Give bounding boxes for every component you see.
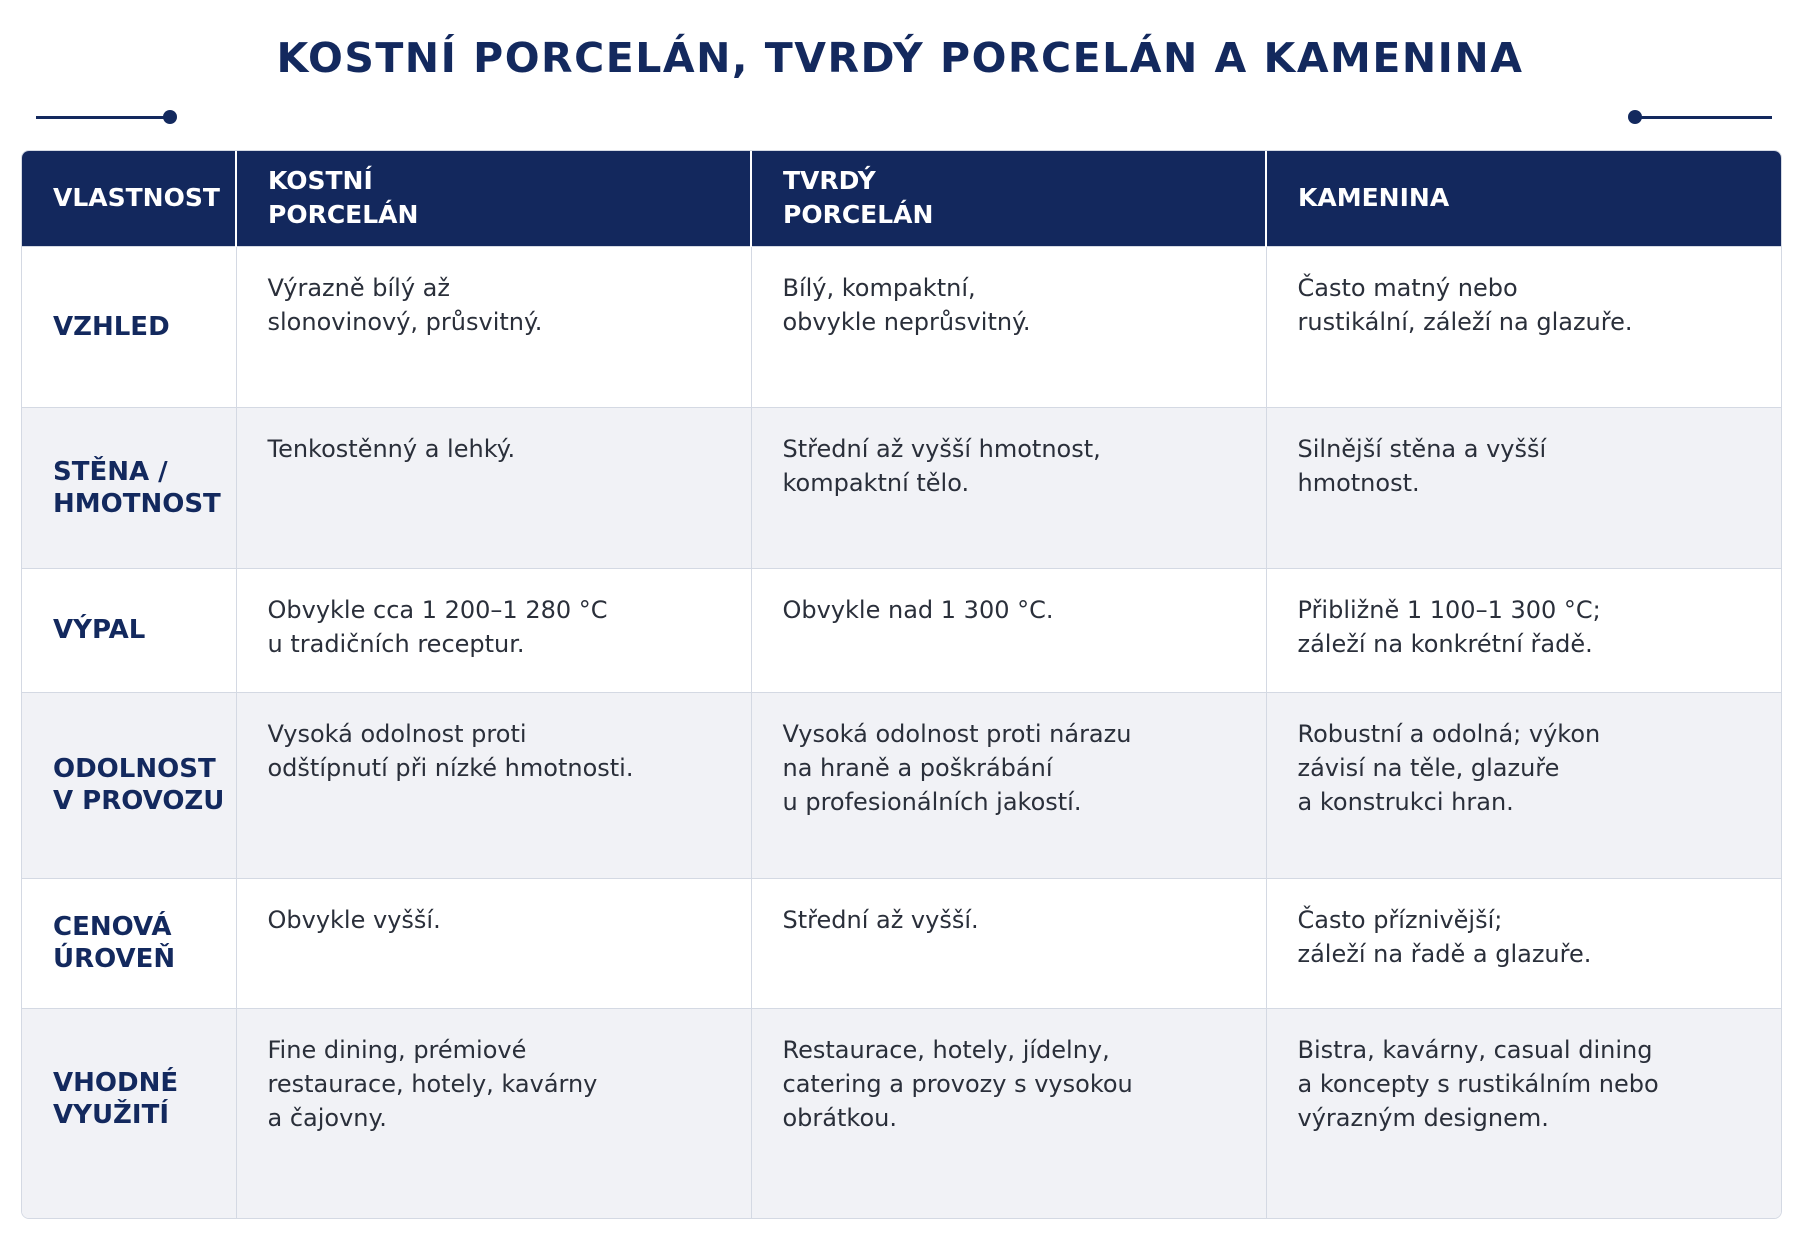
table-row: [22, 878, 1781, 1008]
cell-stoneware: Robustní a odolná; výkon závisí na těle, glazuře a konstrukci hran.: [1266, 692, 1781, 878]
table-row: [22, 246, 1781, 407]
cell-hard-porcelain: Střední až vyšší hmotnost, kompaktní tělo.: [751, 407, 1266, 568]
row-property-label: VZHLED: [22, 246, 236, 407]
cell-hard-porcelain: Vysoká odolnost proti nárazu na hraně a poškrábání u profesionálních jakostí.: [751, 692, 1266, 878]
header-bone-china: KOSTNÍ PORCELÁN: [236, 151, 751, 246]
header-property: VLASTNOST: [22, 151, 236, 246]
table-row: [22, 568, 1781, 692]
table-row: [22, 692, 1781, 878]
decorative-dot-left: [163, 110, 177, 124]
comparison-table: [21, 150, 1782, 1219]
page-title: KOSTNÍ PORCELÁN, TVRDÝ PORCELÁN A KAMENINA: [276, 34, 1524, 82]
cell-hard-porcelain: Obvykle nad 1 300 °C.: [751, 568, 1266, 692]
cell-bone-china: Fine dining, prémiové restaurace, hotely, kavárny a čajovny.: [236, 1008, 751, 1219]
cell-stoneware: Bistra, kavárny, casual dining a koncepty s rustikálním nebo výrazným designem.: [1266, 1008, 1781, 1219]
header-stoneware: KAMENINA: [1298, 183, 1450, 213]
cell-hard-porcelain: Bílý, kompaktní, obvykle neprůsvitný.: [751, 246, 1266, 407]
cell-stoneware: Silnější stěna a vyšší hmotnost.: [1266, 407, 1781, 568]
cell-bone-china: Vysoká odolnost proti odštípnutí při nízké hmotnosti.: [236, 692, 751, 878]
cell-hard-porcelain: Restaurace, hotely, jídelny, catering a provozy s vysokou obrátkou.: [751, 1008, 1266, 1219]
cell-hard-porcelain: Střední až vyšší.: [751, 878, 1266, 1008]
row-property-label: VHODNÉ VYUŽITÍ: [22, 1008, 236, 1219]
decorative-line-right: [1636, 116, 1772, 119]
row-property-label: ODOLNOST V PROVOZU: [22, 692, 236, 878]
table-row: [22, 407, 1781, 568]
row-property-label: VÝPAL: [22, 568, 236, 692]
cell-bone-china: Obvykle vyšší.: [236, 878, 751, 1008]
header-hard-porcelain: TVRDÝ PORCELÁN: [751, 151, 1266, 246]
cell-stoneware: Často matný nebo rustikální, záleží na glazuře.: [1266, 246, 1781, 407]
row-property-label: STĚNA / HMOTNOST: [22, 407, 236, 568]
cell-bone-china: Tenkostěnný a lehký.: [236, 407, 751, 568]
table-row: [22, 1008, 1781, 1219]
cell-stoneware: Přibližně 1 100–1 300 °C; záleží na konkrétní řadě.: [1266, 568, 1781, 692]
row-property-label: CENOVÁ ÚROVEŇ: [22, 878, 236, 1008]
cell-stoneware: Často příznivější; záleží na řadě a glazuře.: [1266, 878, 1781, 1008]
cell-bone-china: Výrazně bílý až slonovinový, průsvitný.: [236, 246, 751, 407]
cell-bone-china: Obvykle cca 1 200–1 280 °C u tradičních receptur.: [236, 568, 751, 692]
table-header-row: [22, 151, 1781, 246]
decorative-line-left: [36, 116, 172, 119]
